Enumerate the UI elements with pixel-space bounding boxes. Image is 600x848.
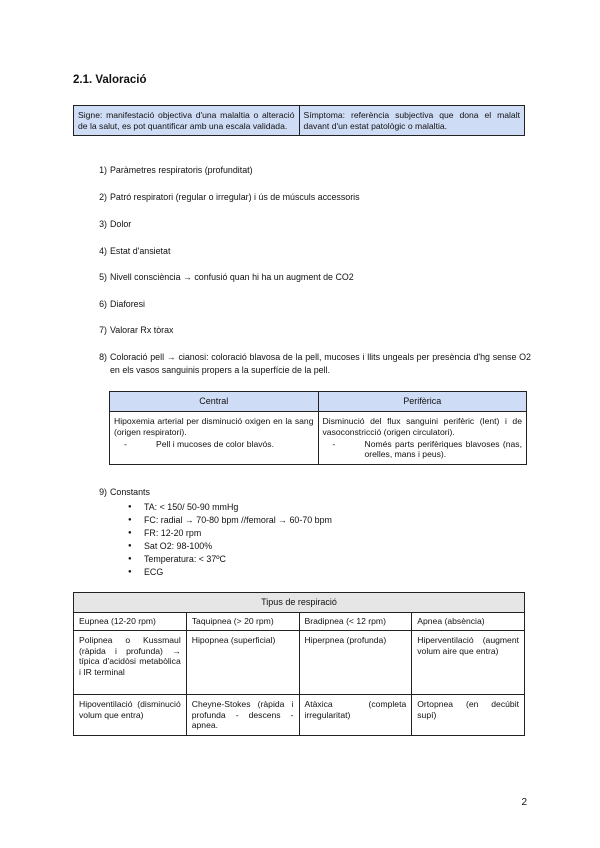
- constant-item: ● Temperatura: < 37ºC: [128, 553, 332, 566]
- cyanosis-table: [109, 391, 527, 465]
- resp-header-cell: Bradipnea (< 12 rpm): [299, 613, 412, 631]
- header-central: Central: [110, 392, 319, 412]
- central-text: Hipoxemia arterial per disminució oxigen en la sang (origen respiratori).: [114, 416, 314, 437]
- respiration-types-table: [73, 592, 525, 736]
- central-cell: [110, 412, 319, 465]
- periferica-cell: [318, 412, 527, 465]
- sign-symptom-table: [73, 105, 525, 136]
- constant-item: ● TA: < 150/ 50-90 mmHg: [128, 501, 332, 514]
- resp-cell: Hipoventilació (disminució volum que entra): [74, 694, 187, 735]
- resp-cell: Ortopnea (en decúbit supí): [412, 694, 525, 735]
- simptoma-cell: Símptoma: referència subjectiva que dona el malalt davant d'un estat patològic o malaltia.: [299, 106, 525, 136]
- constant-item: ● ECG: [128, 566, 332, 579]
- resp-header-cell: Apnea (absència): [412, 613, 525, 631]
- constants-list: [128, 501, 332, 579]
- page-number: 2: [521, 797, 527, 808]
- section-title: 2.1. Valoració: [73, 74, 147, 86]
- constant-item: ● FR: 12-20 rpm: [128, 527, 332, 540]
- resp-cell: Hiperpnea (profunda): [299, 630, 412, 694]
- resp-header-cell: Eupnea (12-20 rpm): [74, 613, 187, 631]
- resp-cell: Hiperventilació (augment volum aire que entra): [412, 630, 525, 694]
- constant-item: ● Sat O2: 98-100%: [128, 540, 332, 553]
- signe-cell: Signe: manifestació objectiva d'una malaltia o alteració de la salut, es pot quantificar amb una escala validada.: [74, 106, 300, 136]
- constant-item: ● FC: radial → 70-80 bpm //femoral → 60-70 bpm: [128, 514, 332, 527]
- periferica-text: Disminució del flux sanguini perifèric (lent) i de vasoconstricció (origen circulatori).: [322, 416, 522, 437]
- central-subitem: - Pell i mucoses de color blavós.: [124, 438, 274, 449]
- document-page: 2.1. Valoració Signe: manifestació objectiva d'una malaltia o alteració de la salut, es pot quantificar amb una escala validada. Símptoma: referència subjectiva que dona el malalt davant d'un estat patològic o malaltia. 1) Paràmetres respiratoris (profunditat) 2) Patró respiratori (regular o irregular) i ús de músculs accessoris 3) Dolor 4) Estat d'ansietat 5) Nivell consciència → confusió quan hi ha un augment de CO2 6) Diaforesi 7) Valorar Rx tòrax 8) Coloració pell → cianosi: coloració blavosa de la pell, mucoses i llits ungeals per presència d'hg sense O2 en els vasos sanguinis propers a la superfície de la pell. Central Perifèrica Hipoxemia arterial per disminució oxigen en la sang (origen respiratori). - Pell i mucoses de color blavós. Disminució del flux sanguini perifèric (lent) i de vasoconstricció (origen circulatori). - Només parts perifèriques blavoses (nas, orelles, mans i peus). 9) Constants ● TA: < 150/ 50-90 mmHg ● FC: radial → 70-80 bpm //femoral → 60-70 bpm ● FR: 12-20 rpm ● Sat O2: 98-100% ● Temperatura: < 37ºC ● ECG Tipus de respiració Eupnea (12-20 rpm) Taquipnea (> 20 rpm) Bradipnea (< 12 rpm) Apnea (absència) Polipnea o Kussmaul (ràpida i profunda) → típica d'acidòsi metabòlica i IR terminal Hipopnea (superficial) Hiperpnea (profunda) Hiperventilació (augment volum aire que entra) Hipoventilació (disminució volum que entra) Cheyne-Stokes (ràpida i profunda - descens - apnea. Atàxica (completa irregularitat) Ortopnea (en decúbit supí) 2: [0, 0, 600, 848]
- header-periferica: Perifèrica: [318, 392, 527, 412]
- resp-cell: Atàxica (completa irregularitat): [299, 694, 412, 735]
- resp-table-title: Tipus de respiració: [74, 593, 525, 613]
- periferica-subitem: - Només parts perifèriques blavoses (nas, orelles, mans i peus).: [332, 438, 522, 460]
- resp-cell: Cheyne-Stokes (ràpida i profunda - descens - apnea.: [186, 694, 299, 735]
- resp-header-cell: Taquipnea (> 20 rpm): [186, 613, 299, 631]
- resp-cell: Polipnea o Kussmaul (ràpida i profunda) → típica d'acidòsi metabòlica i IR terminal: [74, 630, 187, 694]
- resp-cell: Hipopnea (superficial): [186, 630, 299, 694]
